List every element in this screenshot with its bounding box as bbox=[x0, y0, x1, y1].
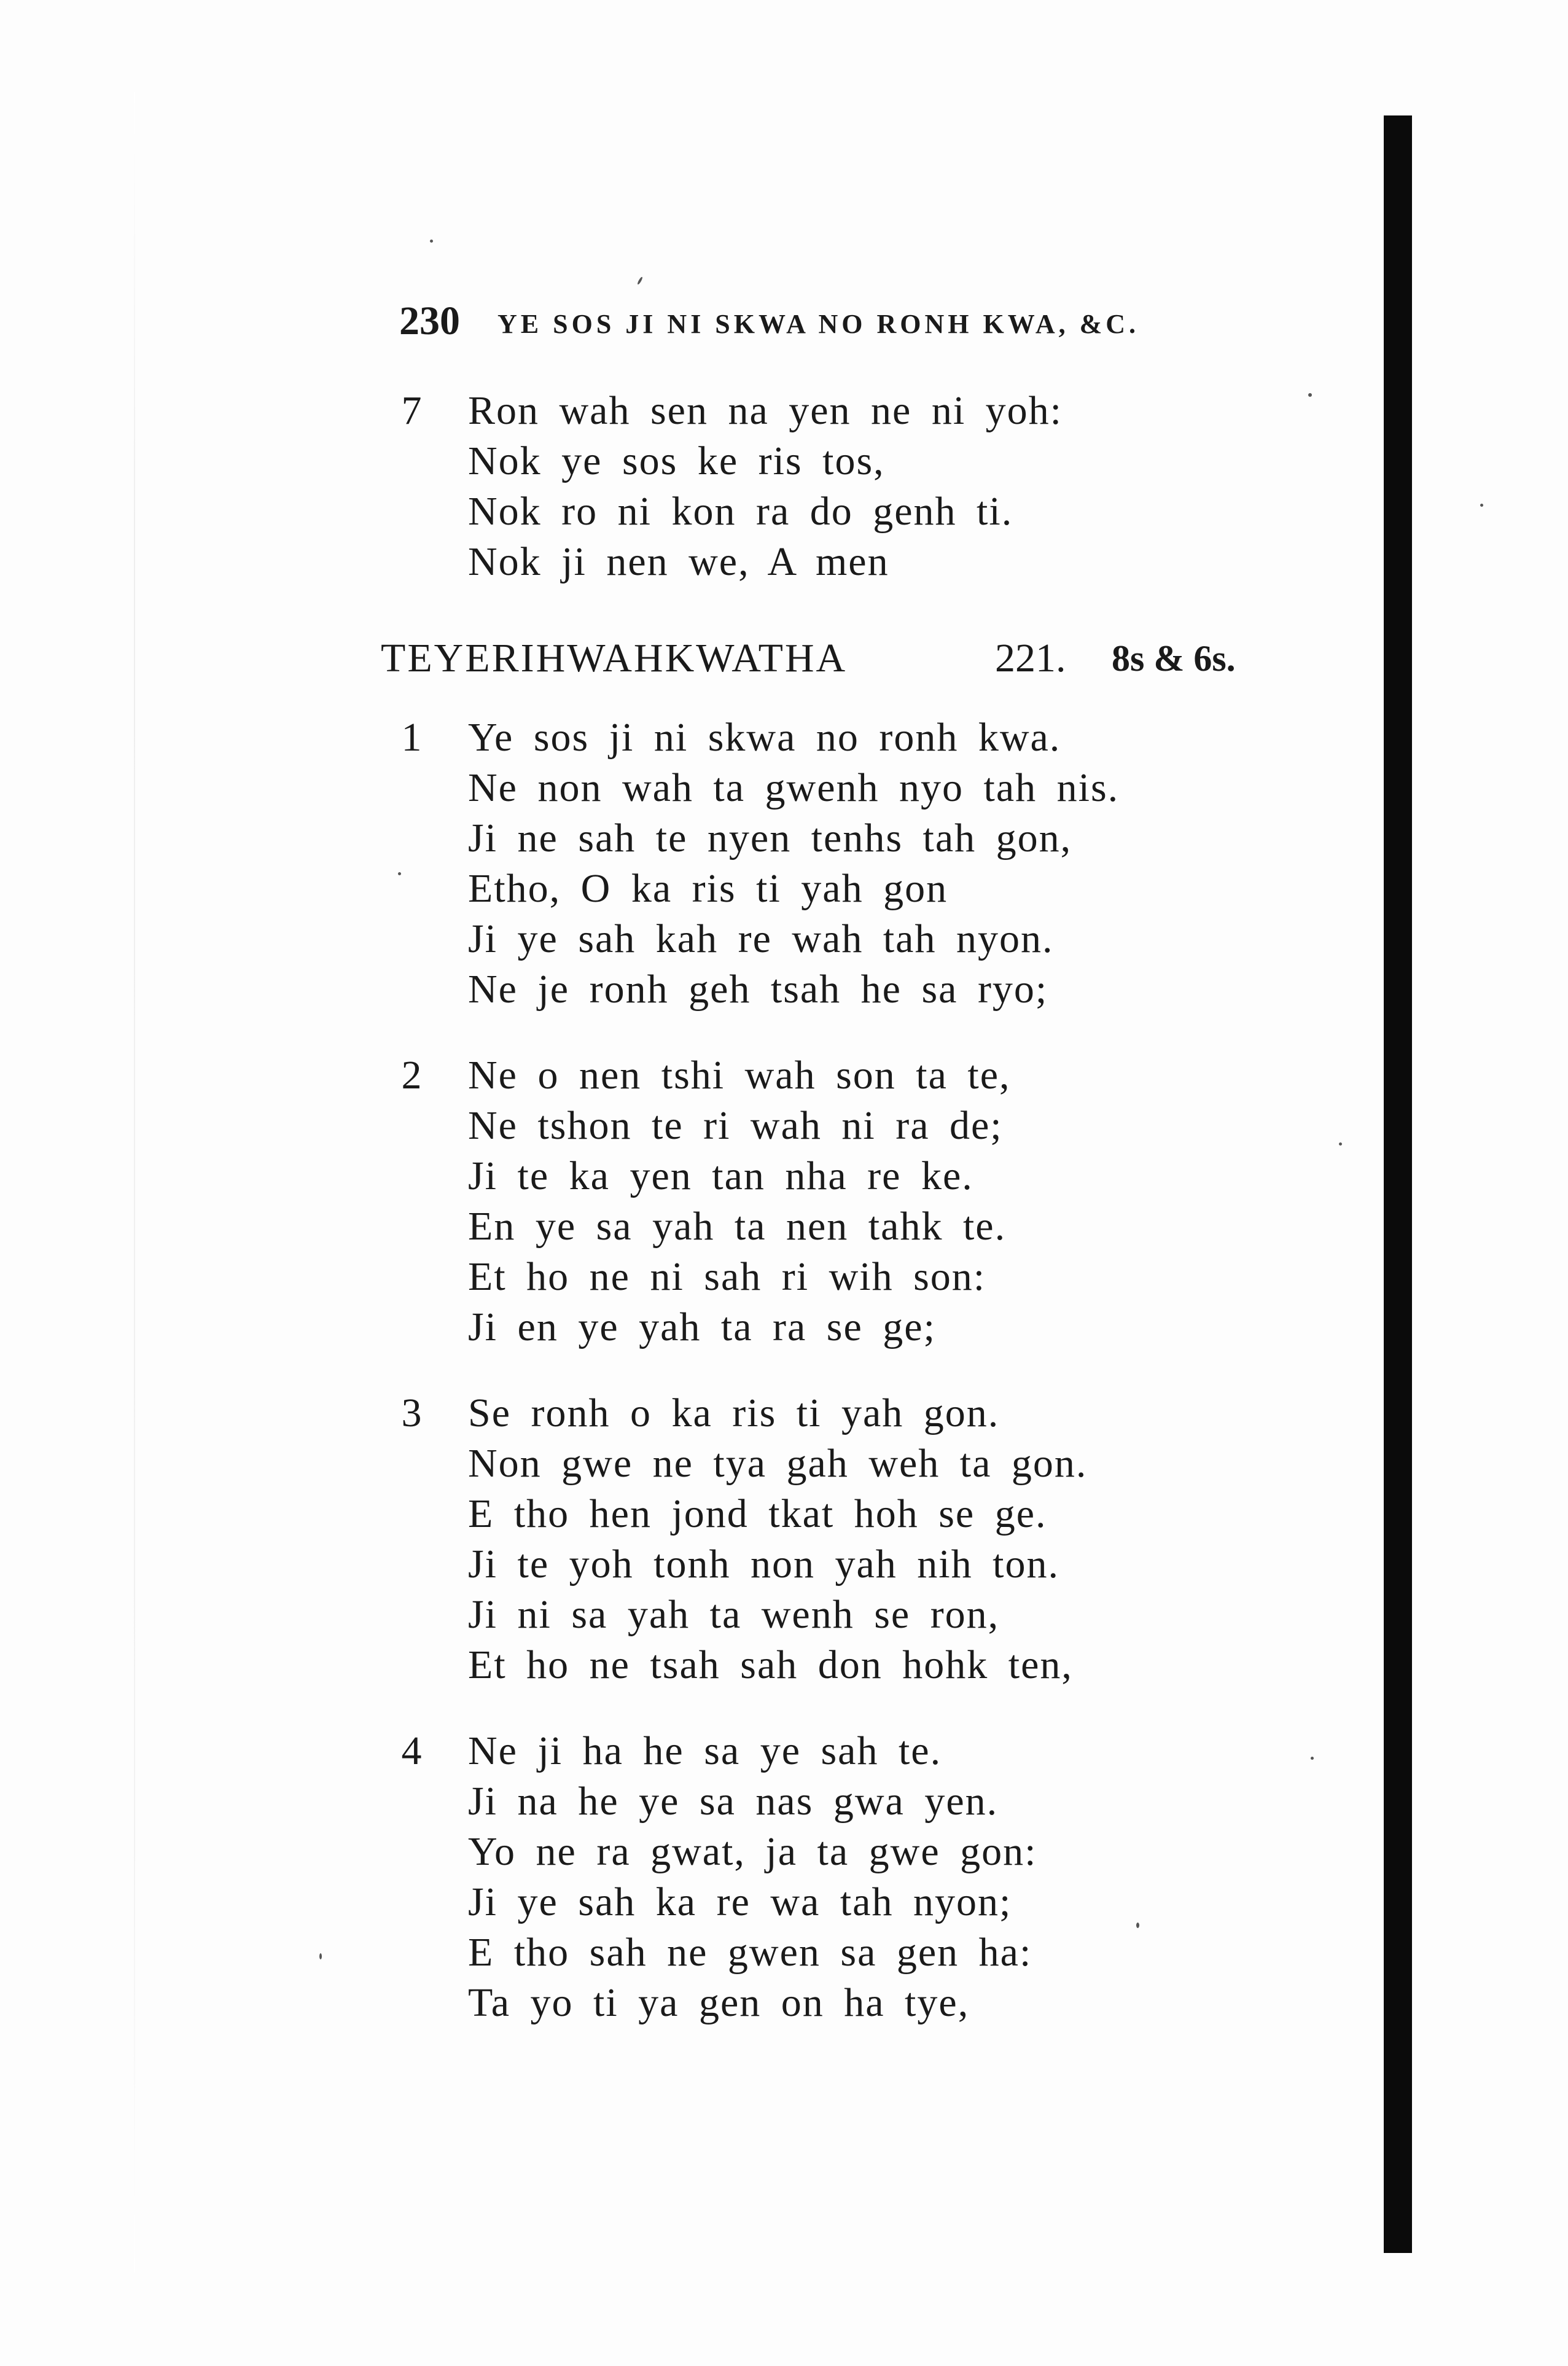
ink-speck bbox=[1136, 1923, 1139, 1928]
verse-line: Ne o nen tshi wah son ta te, bbox=[468, 1053, 1011, 1098]
verse-line: Ji ye sah ka re wa tah nyon; bbox=[468, 1880, 1012, 1924]
page-number: 230 bbox=[399, 299, 460, 343]
verse-line: Ne ji ha he sa ye sah te. bbox=[468, 1728, 942, 1773]
running-head-title: YE SOS JI NI SKWA NO RONH KWA, &C. bbox=[497, 309, 1140, 339]
verse-line: Ji ni sa yah ta wenh se ron, bbox=[468, 1592, 1000, 1637]
verse-line: Ji na he ye sa nas gwa yen. bbox=[468, 1779, 999, 1824]
verse-line: Nok ji nen we, A men bbox=[468, 539, 889, 584]
ink-speck bbox=[1311, 1757, 1314, 1760]
tune-name: TEYERIHWAHKWATHA bbox=[381, 636, 848, 681]
hymn-heading bbox=[381, 629, 1290, 688]
verse-line: Nok ye sos ke ris tos, bbox=[468, 439, 885, 483]
ink-speck bbox=[398, 872, 401, 875]
verse-number: 4 bbox=[401, 1728, 422, 1773]
verse-lines bbox=[468, 1050, 1011, 1353]
verse-line: Nok ro ni kon ra do genh ti. bbox=[468, 489, 1013, 534]
ink-speck bbox=[430, 240, 433, 243]
verse-lines bbox=[468, 1388, 1087, 1690]
verse-line: E tho sah ne gwen sa gen ha: bbox=[468, 1930, 1032, 1975]
verse-lines bbox=[468, 386, 1063, 587]
verse-line: Se ronh o ka ris ti yah gon. bbox=[468, 1391, 1000, 1435]
verse-line: Yo ne ra gwat, ja ta gwe gon: bbox=[468, 1829, 1037, 1874]
verse-line: Ji ne sah te nyen tenhs tah gon, bbox=[468, 816, 1072, 861]
binding-shadow bbox=[1384, 115, 1412, 2253]
ink-speck bbox=[1308, 393, 1312, 397]
verse-lines bbox=[468, 1726, 1037, 2028]
running-header bbox=[399, 294, 1284, 349]
verse-line: Ji te ka yen tan nha re ke. bbox=[468, 1154, 973, 1198]
verse-number: 2 bbox=[401, 1053, 422, 1098]
verse-line: Ji ye sah kah re wah tah nyon. bbox=[468, 916, 1054, 961]
verse-line: Et ho ne tsah sah don hohk ten, bbox=[468, 1642, 1073, 1687]
verse-lines bbox=[468, 713, 1119, 1015]
verse-line: Ne tshon te ri wah ni ra de; bbox=[468, 1103, 1003, 1148]
verse-number: 7 bbox=[401, 388, 422, 433]
verse-line: Ron wah sen na yen ne ni yoh: bbox=[468, 388, 1063, 433]
hymn-number: 221. bbox=[995, 636, 1066, 681]
verse-line: Et ho ne ni sah ri wih son: bbox=[468, 1254, 986, 1299]
verse-line: Ne non wah ta gwenh nyo tah nis. bbox=[468, 765, 1120, 810]
verse-line: Ji en ye yah ta ra se ge; bbox=[468, 1305, 936, 1349]
verse-line: E tho hen jond tkat hoh se ge. bbox=[468, 1491, 1047, 1536]
verse-line: Non gwe ne tya gah weh ta gon. bbox=[468, 1441, 1088, 1486]
page-edge bbox=[134, 92, 135, 2273]
verse-line: Ji te yoh tonh non yah nih ton. bbox=[468, 1542, 1059, 1587]
ink-speck bbox=[1480, 504, 1483, 507]
ink-speck bbox=[637, 276, 643, 285]
verse-line: Ta yo ti ya gen on ha tye, bbox=[468, 1980, 970, 2025]
verse-line: En ye sa yah ta nen tahk te. bbox=[468, 1204, 1007, 1249]
verse-number: 3 bbox=[401, 1391, 422, 1435]
verse-line: Etho, O ka ris ti yah gon bbox=[468, 866, 948, 911]
verse-number: 1 bbox=[401, 715, 422, 760]
verse-line: Ye sos ji ni skwa no ronh kwa. bbox=[468, 715, 1061, 760]
verse-line: Ne je ronh geh tsah he sa ryo; bbox=[468, 967, 1048, 1012]
ink-speck bbox=[319, 1953, 322, 1959]
hymn-meter: 8s & 6s. bbox=[1112, 638, 1236, 679]
ink-speck bbox=[1339, 1142, 1342, 1146]
